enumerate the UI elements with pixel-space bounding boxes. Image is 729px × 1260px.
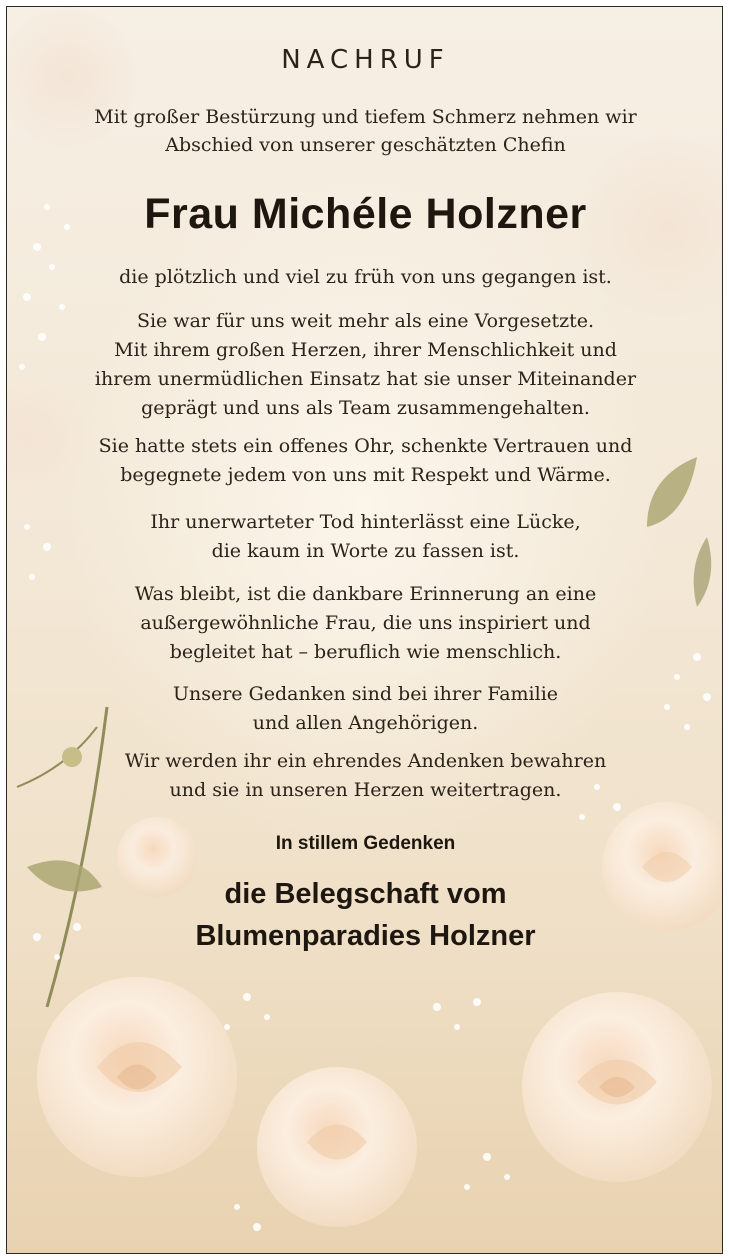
intro-text <box>47 103 684 159</box>
rose-bottom-right <box>522 992 712 1182</box>
paragraph-line: begleitet hat – beruflich wie menschlich. <box>169 641 562 663</box>
closing-phrase: In stillem Gedenken <box>275 833 456 854</box>
signature-line: Blumenparadies Holzner <box>195 920 536 952</box>
intro-line: Abschied von unserer geschätzten Chefin <box>165 134 566 156</box>
signature <box>7 873 723 957</box>
rose-bottom-center <box>257 1067 417 1227</box>
paragraph-line: Was bleibt, ist die dankbare Erinnerung an eine <box>134 583 597 605</box>
leaf-right-2 <box>694 537 712 607</box>
paragraph-line: Unsere Gedanken sind bei ihrer Familie <box>172 683 559 705</box>
paragraph-line: Sie war für uns weit mehr als eine Vorgesetzte. <box>136 310 595 332</box>
notice-heading: NACHRUF <box>281 45 450 75</box>
paragraph-line: und allen Angehörigen. <box>252 712 479 734</box>
paragraph <box>37 432 694 490</box>
paragraph-line: und sie in unseren Herzen weitertragen. <box>169 779 562 801</box>
obituary-notice <box>6 6 723 1254</box>
deceased-name: Frau Michéle Holzner <box>144 190 587 238</box>
paragraph-line: Ihr unerwarteter Tod hinterlässt eine Lücke, <box>150 511 581 533</box>
paragraph <box>37 580 694 667</box>
rose-bottom-left <box>37 977 237 1177</box>
paragraph-line: ihrem unermüdlichen Einsatz hat sie unser Miteinander <box>94 368 637 390</box>
paragraph-line: geprägt und uns als Team zusammengehalten. <box>141 397 590 419</box>
paragraph-line: außergewöhnliche Frau, die uns inspiriert und <box>140 612 591 634</box>
paragraph-line: begegnete jedem von uns mit Respekt und Wärme. <box>120 464 611 486</box>
paragraph-line: Sie hatte stets ein offenes Ohr, schenkte Vertrauen und <box>98 435 633 457</box>
paragraph <box>37 508 694 566</box>
paragraph <box>37 680 694 738</box>
intro-line: Mit großer Bestürzung und tiefem Schmerz nehmen wir <box>94 106 637 128</box>
paragraph-line: die kaum in Worte zu fassen ist. <box>211 540 520 562</box>
paragraph <box>37 307 694 423</box>
subline: die plötzlich und viel zu früh von uns gegangen ist. <box>119 266 612 288</box>
paragraph-line: Wir werden ihr ein ehrendes Andenken bewahren <box>124 750 607 772</box>
paragraph-line: Mit ihrem großen Herzen, ihrer Menschlichkeit und <box>114 339 617 361</box>
paragraph <box>37 747 694 805</box>
signature-line: die Belegschaft vom <box>224 878 507 910</box>
